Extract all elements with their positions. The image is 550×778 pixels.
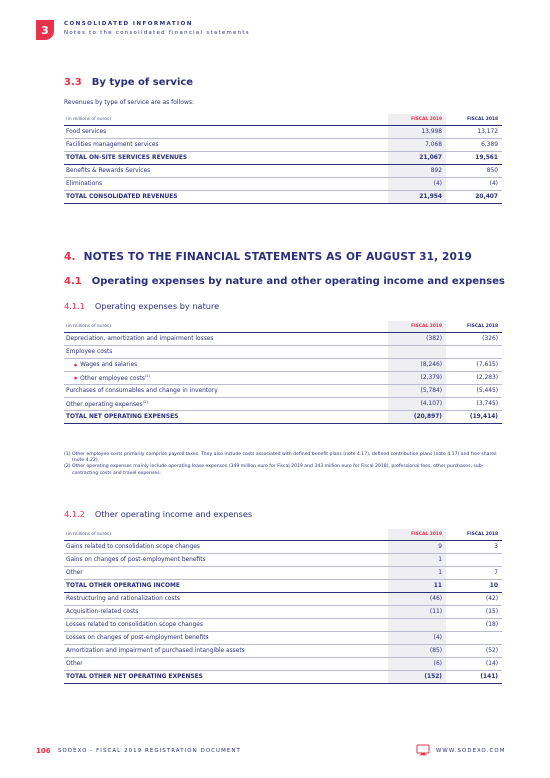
table-row xyxy=(64,397,502,410)
value-fiscal-2018 xyxy=(446,345,502,358)
row-label xyxy=(64,410,388,423)
row-label xyxy=(64,397,388,410)
footnote-ref: (1) xyxy=(144,373,151,378)
section-number: 4.1.2 xyxy=(64,509,85,519)
row-label-text: TOTAL ON-SITE SERVICES REVENUES xyxy=(66,154,188,161)
table-row xyxy=(64,644,502,657)
section-title: Other operating income and expenses xyxy=(94,509,253,519)
row-label-text: Employee costs xyxy=(66,348,113,355)
value-fiscal-2019: 1 xyxy=(388,566,446,579)
row-label xyxy=(64,579,388,592)
row-label-text: Wages and salaries xyxy=(80,361,138,368)
table-row xyxy=(64,618,502,631)
value-fiscal-2018: (52) xyxy=(446,644,502,657)
table-header-row xyxy=(64,529,502,540)
table-row xyxy=(64,540,502,553)
value-fiscal-2018 xyxy=(446,553,502,566)
total-row xyxy=(64,151,502,164)
col-fiscal-2019: FISCAL 2019 xyxy=(388,114,446,125)
value-fiscal-2018: (14) xyxy=(446,657,502,670)
row-label xyxy=(64,644,388,657)
table-body xyxy=(64,114,502,203)
col-fiscal-2018: FISCAL 2018 xyxy=(446,114,502,125)
section-4-heading xyxy=(64,251,472,263)
unit-label: (in millions of euros) xyxy=(64,114,388,125)
total-row xyxy=(64,190,502,203)
unit-label: (in millions of euros) xyxy=(64,529,388,540)
table-row xyxy=(64,592,502,605)
col-fiscal-2018: FISCAL 2018 xyxy=(446,321,502,332)
value-fiscal-2019: (152) xyxy=(388,670,446,683)
row-label xyxy=(64,605,388,618)
table-header-row xyxy=(64,114,502,125)
table-row xyxy=(64,657,502,670)
value-fiscal-2019: 7,068 xyxy=(388,138,446,151)
footnotes xyxy=(64,452,502,477)
row-label-text: Facilities management services xyxy=(66,141,159,148)
value-fiscal-2019: (4) xyxy=(388,631,446,644)
value-fiscal-2018: (18) xyxy=(446,618,502,631)
table-row xyxy=(64,138,502,151)
row-label-text: Gains related to consolidation scope changes xyxy=(66,543,200,550)
col-fiscal-2019: FISCAL 2019 xyxy=(388,321,446,332)
row-label xyxy=(64,540,388,553)
row-label-text: Restructuring and rationalization costs xyxy=(66,595,180,602)
row-label-text: Benefits & Rewards Services xyxy=(66,167,151,174)
row-label-text: Purchases of consumables and change in inventory xyxy=(66,387,218,394)
table-header-row xyxy=(64,321,502,332)
value-fiscal-2019: 21,954 xyxy=(388,190,446,203)
value-fiscal-2019: (20,897) xyxy=(388,410,446,423)
value-fiscal-2018: (15) xyxy=(446,605,502,618)
section-number: 4.1 xyxy=(64,276,82,287)
value-fiscal-2018: (7,615) xyxy=(446,358,502,371)
row-label xyxy=(64,631,388,644)
row-label xyxy=(64,164,388,177)
value-fiscal-2019 xyxy=(388,345,446,358)
table-row xyxy=(64,358,502,371)
value-fiscal-2019: (2,379) xyxy=(388,371,446,384)
col-fiscal-2018: FISCAL 2018 xyxy=(446,529,502,540)
footer-document-title: SODEXO - FISCAL 2019 REGISTRATION DOCUMENT xyxy=(58,748,241,754)
revenue-by-service-table xyxy=(64,114,502,204)
row-label xyxy=(64,657,388,670)
section-number: 4.1.1 xyxy=(64,301,85,311)
total-row xyxy=(64,410,502,423)
row-label xyxy=(64,371,388,384)
value-fiscal-2019: 21,067 xyxy=(388,151,446,164)
bullet-icon: ● xyxy=(74,362,78,367)
value-fiscal-2018: 850 xyxy=(446,164,502,177)
value-fiscal-2019: (8,246) xyxy=(388,358,446,371)
row-label-text: Eliminations xyxy=(66,180,103,187)
operating-expenses-table xyxy=(64,321,502,424)
value-fiscal-2019: (4,107) xyxy=(388,397,446,410)
row-label xyxy=(64,138,388,151)
value-fiscal-2019: (4) xyxy=(388,177,446,190)
header-subtitle: Notes to the consolidated financial statements xyxy=(64,30,250,36)
row-label xyxy=(64,553,388,566)
value-fiscal-2019: (11) xyxy=(388,605,446,618)
table-row xyxy=(64,605,502,618)
table-row xyxy=(64,384,502,397)
row-label xyxy=(64,151,388,164)
total-row xyxy=(64,579,502,592)
row-label-text: TOTAL NET OPERATING EXPENSES xyxy=(66,413,179,420)
section-4-1-heading xyxy=(64,276,505,287)
value-fiscal-2019: 1 xyxy=(388,553,446,566)
row-label xyxy=(64,190,388,203)
value-fiscal-2019: (6) xyxy=(388,657,446,670)
row-label xyxy=(64,345,388,358)
value-fiscal-2018: (19,414) xyxy=(446,410,502,423)
row-label-text: Gains on changes of post-employment benefits xyxy=(66,556,206,563)
row-label-text: Food services xyxy=(66,128,107,135)
bullet-icon: ● xyxy=(74,376,78,381)
row-label xyxy=(64,332,388,345)
value-fiscal-2018: (141) xyxy=(446,670,502,683)
row-label-text: TOTAL CONSOLIDATED REVENUES xyxy=(66,193,178,200)
value-fiscal-2018: (3,745) xyxy=(446,397,502,410)
value-fiscal-2019: 9 xyxy=(388,540,446,553)
row-label-text: Amortization and impairment of purchased intangible assets xyxy=(66,647,245,654)
chapter-badge: 3 xyxy=(36,20,54,40)
monitor-icon xyxy=(416,744,430,756)
row-label-text: Depreciation, amortization and impairment losses xyxy=(66,335,214,342)
row-label-text: Acquisition-related costs xyxy=(66,608,139,615)
row-label-text: Other xyxy=(66,569,83,576)
table-row xyxy=(64,566,502,579)
table-row xyxy=(64,164,502,177)
table-row xyxy=(64,553,502,566)
header-title: CONSOLIDATED INFORMATION xyxy=(64,21,193,27)
value-fiscal-2018: (4) xyxy=(446,177,502,190)
value-fiscal-2018 xyxy=(446,631,502,644)
section-4-1-1-heading xyxy=(64,301,219,311)
section-title: By type of service xyxy=(91,77,194,88)
value-fiscal-2019: 13,998 xyxy=(388,125,446,138)
value-fiscal-2018: 7 xyxy=(446,566,502,579)
value-fiscal-2018: 13,172 xyxy=(446,125,502,138)
value-fiscal-2019: (46) xyxy=(388,592,446,605)
table-row xyxy=(64,371,502,384)
row-label-text: Other employee costs xyxy=(80,375,145,382)
row-label xyxy=(64,358,388,371)
footnote-2: (2) Other operating expenses mainly include operating lease expenses (349 million euro for Fiscal 2019 and 343 million euro for Fiscal 2018), professional fees, other purchases, sub-contracting costs and travel expenses. xyxy=(64,464,484,476)
value-fiscal-2019: (5,784) xyxy=(388,384,446,397)
value-fiscal-2018: 6,389 xyxy=(446,138,502,151)
unit-label: (in millions of euros) xyxy=(64,321,388,332)
section-title: NOTES TO THE FINANCIAL STATEMENTS AS OF AUGUST 31, 2019 xyxy=(83,251,472,263)
section-3-3-intro: Revenues by type of service are as follows: xyxy=(64,99,194,106)
value-fiscal-2018: 3 xyxy=(446,540,502,553)
value-fiscal-2018: (42) xyxy=(446,592,502,605)
page-number: 106 xyxy=(36,747,51,755)
value-fiscal-2019 xyxy=(388,618,446,631)
row-label xyxy=(64,618,388,631)
section-title: Operating expenses by nature and other operating income and expenses xyxy=(91,276,505,287)
footer-website: WWW.SODEXO.COM xyxy=(436,748,506,754)
value-fiscal-2019: 11 xyxy=(388,579,446,592)
value-fiscal-2019: (85) xyxy=(388,644,446,657)
row-label-text: Other operating expenses xyxy=(66,401,143,408)
table-row xyxy=(64,177,502,190)
row-label xyxy=(64,592,388,605)
row-label xyxy=(64,670,388,683)
section-number: 4. xyxy=(64,251,76,263)
table-row xyxy=(64,631,502,644)
table-row xyxy=(64,345,502,358)
value-fiscal-2018: (2,283) xyxy=(446,371,502,384)
row-label xyxy=(64,125,388,138)
row-label-text: Losses on changes of post-employment benefits xyxy=(66,634,209,641)
value-fiscal-2018: 20,407 xyxy=(446,190,502,203)
section-3-3-heading xyxy=(64,77,193,88)
value-fiscal-2018: 19,561 xyxy=(446,151,502,164)
value-fiscal-2019: (382) xyxy=(388,332,446,345)
section-title: Operating expenses by nature xyxy=(94,301,220,311)
row-label xyxy=(64,566,388,579)
section-4-1-2-heading xyxy=(64,509,252,519)
row-label-text: TOTAL OTHER NET OPERATING EXPENSES xyxy=(66,673,203,680)
table-row xyxy=(64,125,502,138)
section-number: 3.3 xyxy=(64,77,82,88)
value-fiscal-2019: 892 xyxy=(388,164,446,177)
other-operating-income-expenses-table xyxy=(64,529,502,684)
col-fiscal-2019: FISCAL 2019 xyxy=(388,529,446,540)
row-label-text: TOTAL OTHER OPERATING INCOME xyxy=(66,582,180,589)
row-label xyxy=(64,177,388,190)
row-label xyxy=(64,384,388,397)
value-fiscal-2018: 10 xyxy=(446,579,502,592)
row-label-text: Losses related to consolidation scope changes xyxy=(66,621,203,628)
total-row xyxy=(64,670,502,683)
value-fiscal-2018: (326) xyxy=(446,332,502,345)
footnote-1: (1) Other employee costs primarily comprise payroll taxes. They also include costs associated with defined benefit plans (note 4.17), defined contribution plans (note 4.17) and free shares (note 4.22). xyxy=(64,452,497,464)
row-label-text: Other xyxy=(66,660,83,667)
table-body xyxy=(64,529,502,683)
value-fiscal-2018: (5,445) xyxy=(446,384,502,397)
footnote-ref: (2) xyxy=(142,399,148,404)
table-row xyxy=(64,332,502,345)
table-body xyxy=(64,321,502,423)
